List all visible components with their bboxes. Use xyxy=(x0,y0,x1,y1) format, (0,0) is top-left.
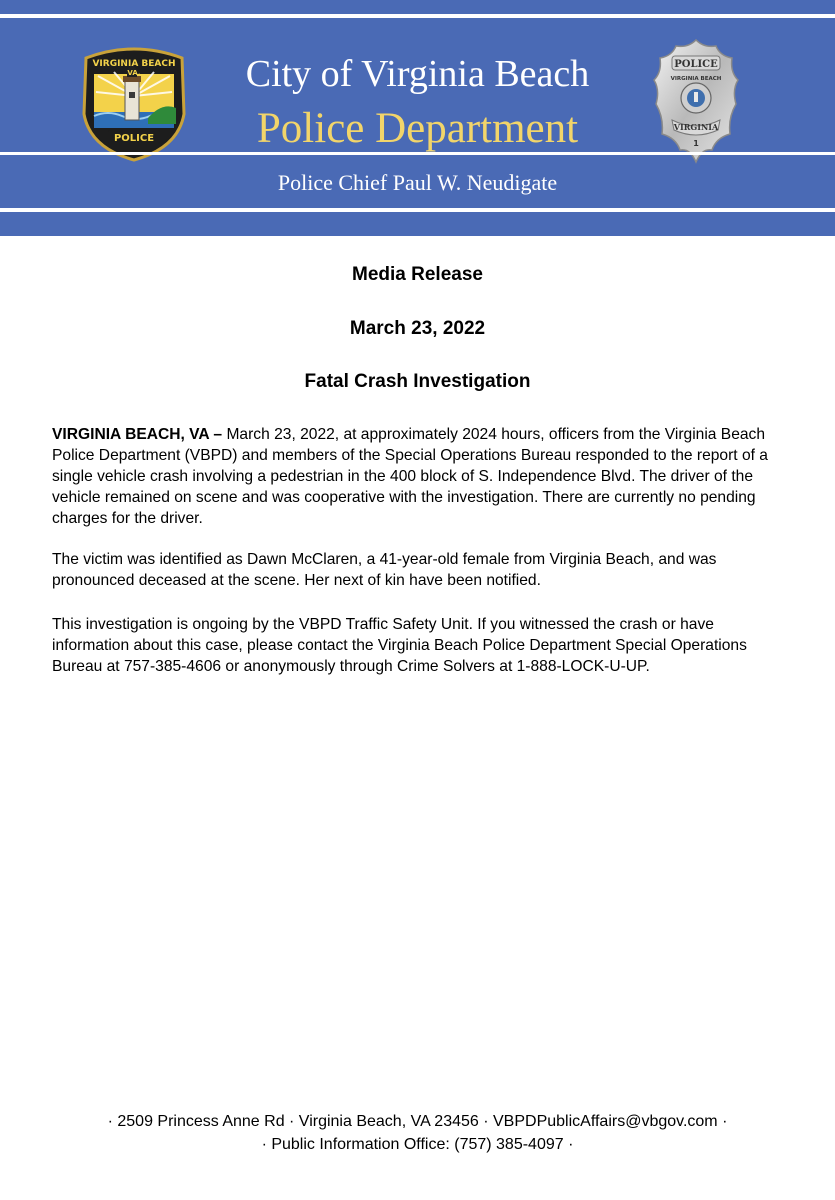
footer-phone-line: · Public Information Office: (757) 385-4097 · xyxy=(261,1136,574,1153)
release-date: March 23, 2022 xyxy=(349,318,486,339)
paragraph-1-text: March 23, 2022, at approximately 2024 hours, officers from the Virginia Beach Police Department (VBPD) and members of the Special Operations Bureau responded to the report of a single vehicle crash involving a pedestrian in the 400 block of S. Independence Blvd. The driver of the vehicle remained on scene and was cooperative with the investigation. There are currently no pending charges for the driver. xyxy=(52,426,768,527)
banner-lower-rule xyxy=(0,208,835,212)
badge-number: 1 xyxy=(693,139,699,148)
body-paragraph-2: The victim was identified as Dawn McClaren, a 41-year-old female from Virginia Beach, and was pronounced deceased at the scene. Her next of kin have been notified. xyxy=(52,551,717,589)
release-title: Fatal Crash Investigation xyxy=(304,371,531,392)
letterhead-banner xyxy=(0,0,835,236)
dateline: VIRGINIA BEACH, VA – xyxy=(52,426,223,443)
patch-bottom-text: POLICE xyxy=(113,133,155,144)
footer-address-line: · 2509 Princess Anne Rd · Virginia Beach, VA 23456 · VBPDPublicAffairs@vbgov.com · xyxy=(107,1113,728,1130)
body-paragraph-3: This investigation is ongoing by the VBPD Traffic Safety Unit. If you witnessed the crash or have information about this case, please contact the Virginia Beach Police Department Special Operations Bureau at 757-385-4606 or anonymously through Crime Solvers at 1-888-LOCK-U-UP. xyxy=(52,616,747,675)
media-release-label: Media Release xyxy=(352,264,483,285)
badge-top-text: POLICE xyxy=(674,59,718,70)
police-chief-line: Police Chief Paul W. Neudigate xyxy=(277,170,558,195)
body-paragraph-1 xyxy=(52,424,786,529)
patch-top-text: VIRGINIA BEACH xyxy=(92,59,176,69)
banner-top-rule xyxy=(0,14,835,18)
city-title: City of Virginia Beach xyxy=(245,53,590,95)
badge-city-text: VIRGINIA BEACH xyxy=(670,76,722,82)
banner-bottom-rule xyxy=(0,152,835,155)
badge-state-text: VIRGINIA xyxy=(673,122,719,132)
department-title: Police Department xyxy=(256,105,579,152)
patch-state-text: VA. xyxy=(127,69,141,77)
police-badge-icon xyxy=(650,38,742,166)
